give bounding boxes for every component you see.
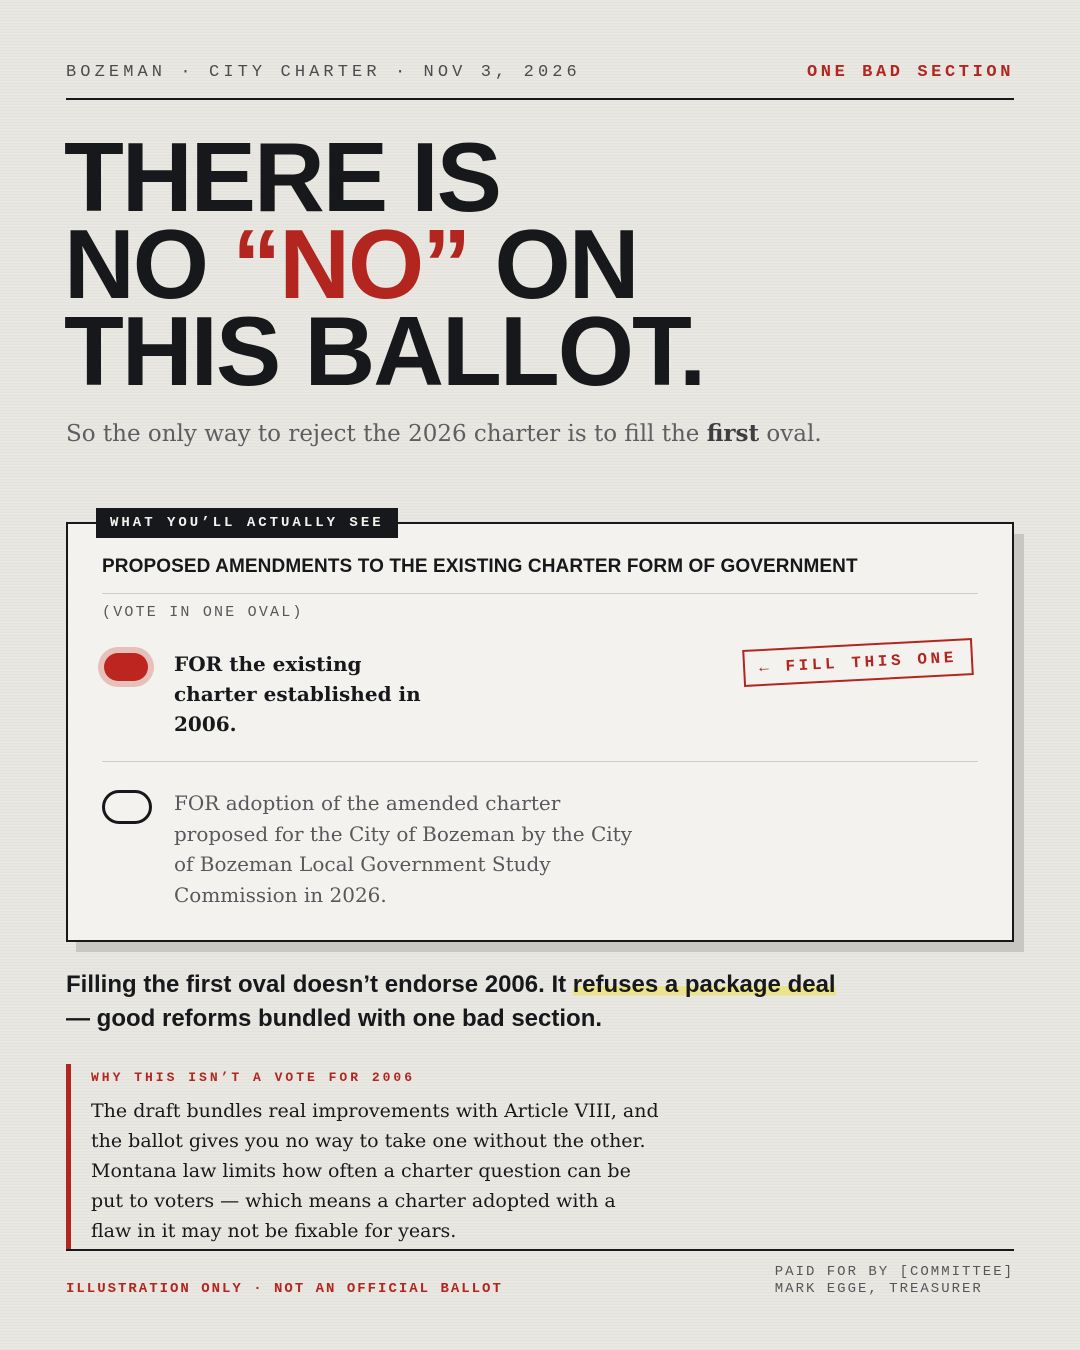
fill-this-one-stamp: ← FILL THIS ONE <box>742 638 974 687</box>
subhead-post: oval. <box>759 421 822 447</box>
footer-divider <box>66 1249 1014 1251</box>
ballot-divider <box>102 761 978 762</box>
callout-label: WHY THIS ISN’T A VOTE FOR 2006 <box>91 1070 416 1085</box>
ballot-instruction: (VOTE IN ONE OVAL) <box>102 604 304 621</box>
ballot-sample <box>66 522 1014 942</box>
ballot-title: PROPOSED AMENDMENTS TO THE EXISTING CHARTER FORM OF GOVERNMENT <box>102 556 858 577</box>
ballot-tab-label: WHAT YOU’LL ACTUALLY SEE <box>96 508 398 538</box>
takeaway <box>66 968 866 1036</box>
headline-line-2 <box>64 209 704 319</box>
header-tag: ONE BAD SECTION <box>806 63 1014 82</box>
takeaway-post: — good reforms bundled with one bad section. <box>66 1005 603 1032</box>
headline-line-2-pre: NO <box>64 209 233 319</box>
headline-line-3: THIS BALLOT. <box>64 296 705 406</box>
ballot-option-existing-charter: FOR the existing charter established in 2006. <box>174 652 421 736</box>
headline <box>64 122 705 406</box>
empty-oval <box>102 790 152 824</box>
headline-line-1: THERE IS <box>64 122 500 232</box>
paid-for-line-2: MARK EGGE, TREASURER <box>774 1281 983 1297</box>
subhead-pre: So the only way to reject the 2026 charter is to fill the <box>66 421 707 447</box>
subhead-bold: first <box>706 420 760 447</box>
paid-for-line-1: PAID FOR BY [COMMITTEE] <box>774 1264 1014 1280</box>
headline-line-2-post: ON <box>469 209 638 319</box>
takeaway-highlight: refuses a package deal <box>572 971 836 998</box>
takeaway-pre: Filling the first oval doesn’t endorse 2006. It <box>66 971 573 998</box>
ballot-divider <box>102 593 978 594</box>
footer-disclaimer: ILLUSTRATION ONLY · NOT AN OFFICIAL BALLOT <box>66 1281 503 1297</box>
explanation-callout <box>66 1064 671 1250</box>
callout-text: The draft bundles real improvements with Article VIII, and the ballot gives you no way to take one without the other. Montana law limits how often a charter question can be put to voters — which means a charter adopted with a flaw in it may not be fixable for years. <box>91 1100 659 1242</box>
paid-for-by <box>775 1264 1014 1298</box>
headline-emphasis: “NO” <box>232 209 470 319</box>
top-bar <box>66 60 1014 100</box>
filled-oval <box>98 647 154 687</box>
header-dateline: BOZEMAN · CITY CHARTER · NOV 3, 2026 <box>66 63 581 82</box>
ballot-option-amended-charter: FOR adoption of the amended charter proposed for the City of Bozeman by the City of Bozeman Local Government Study Commission in 2026. <box>174 791 633 907</box>
subheadline <box>66 416 822 452</box>
